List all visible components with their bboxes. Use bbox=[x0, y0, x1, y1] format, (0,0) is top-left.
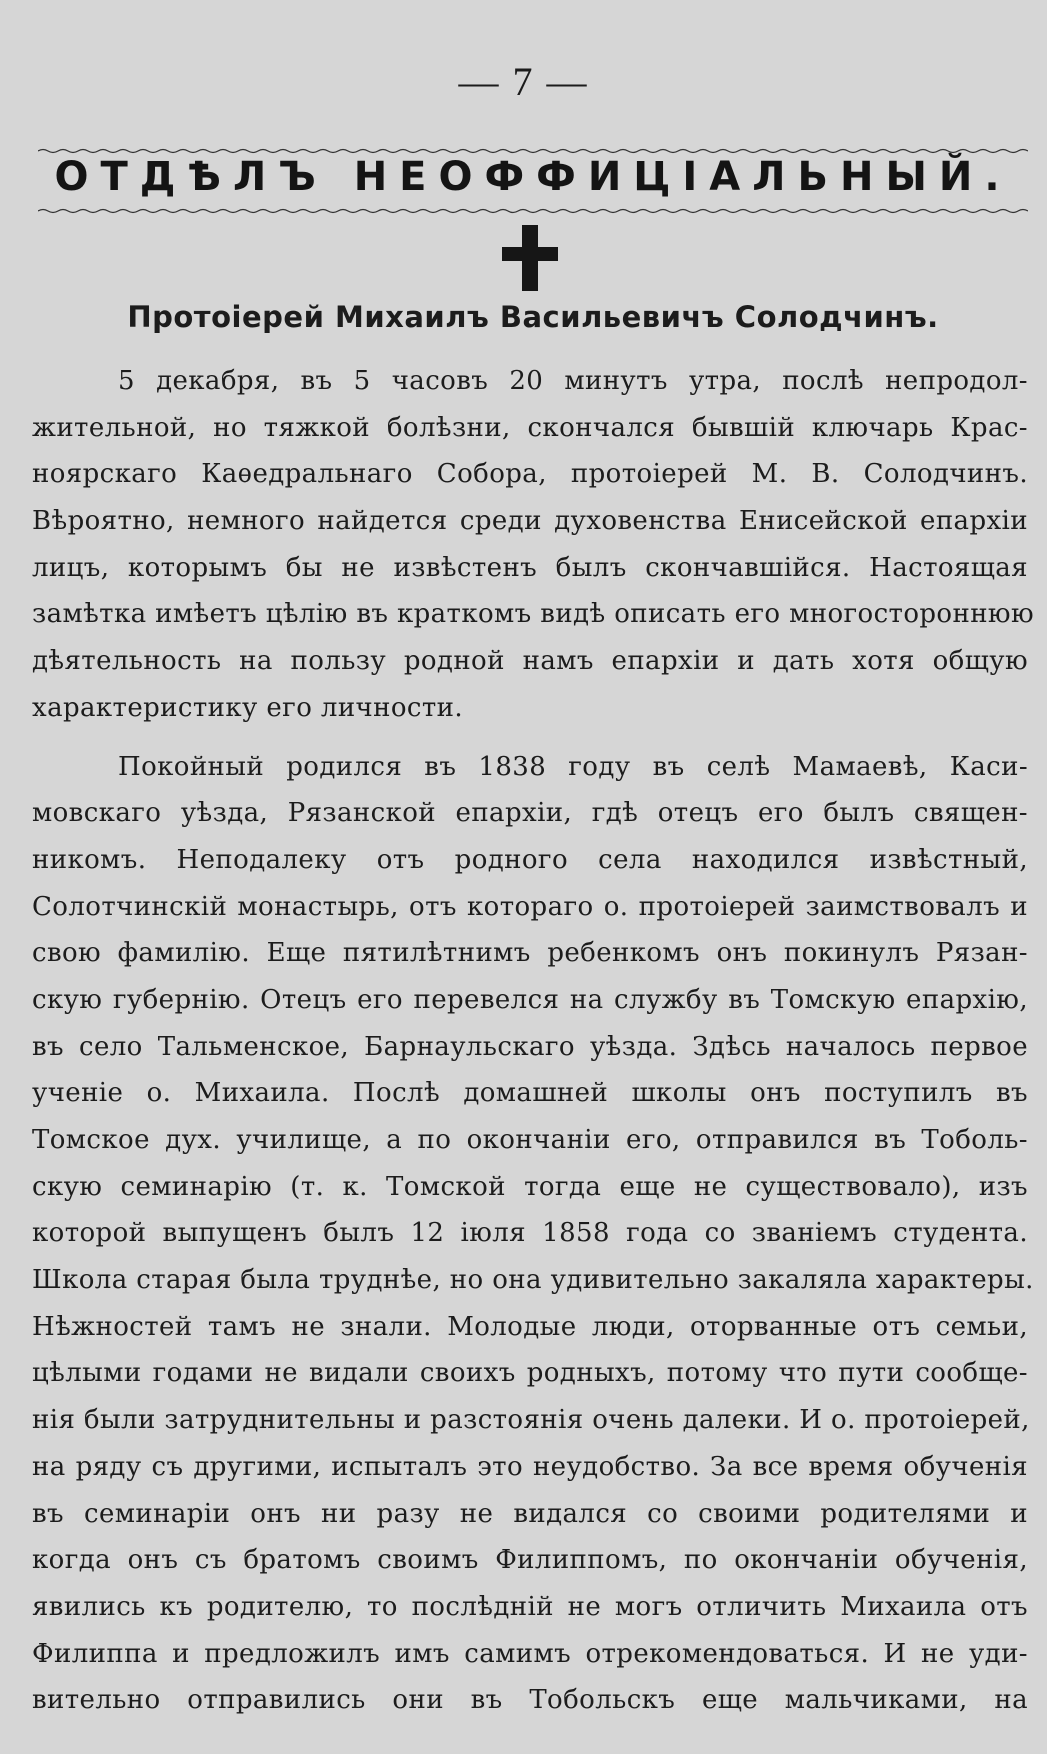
text-line: 5 декабря, въ 5 часовъ 20 минутъ утра, послѣ непродол- bbox=[118, 366, 1028, 396]
text-line: Филиппа и предложилъ имъ самимъ отрекомендоваться. И не уди- bbox=[32, 1638, 1028, 1669]
text-line: скую губернію. Отецъ его перевелся на службу въ Томскую епархію, bbox=[32, 984, 1028, 1015]
text-line: ученіе о. Михаила. Послѣ домашней школы онъ поступилъ въ bbox=[32, 1078, 1028, 1109]
text-line: никомъ. Неподалеку отъ родного села находился извѣстный, bbox=[32, 844, 1028, 875]
text-line: въ семинаріи онъ ни разу не видался со своими родителями и bbox=[32, 1498, 1028, 1529]
text-line: въ село Тальменское, Барнаульскаго уѣзда. Здѣсь началось первое bbox=[32, 1031, 1028, 1062]
page-number: — 7 — bbox=[458, 59, 589, 104]
text-line: жительной, но тяжкой болѣзни, скончался бывшій ключарь Крас- bbox=[32, 412, 1028, 443]
text-line: ноярскаго Каѳедральнаго Собора, протоіерей М. В. Солодчинъ. bbox=[32, 459, 1028, 490]
section-title: ОТДѢЛЪ НЕОФФИЦІАЛЬНЫЙ. bbox=[54, 154, 1012, 200]
cross-icon bbox=[502, 225, 558, 291]
text-line: характеристику его личности. bbox=[32, 692, 464, 723]
text-line: Томское дух. училище, а по окончаніи его, отправился въ Тоболь- bbox=[32, 1125, 1028, 1155]
paragraph-2 bbox=[32, 744, 1034, 1724]
text-line: цѣлыми годами не видали своихъ родныхъ, потому что пути сообще- bbox=[32, 1358, 1028, 1389]
text-line: скую семинарію (т. к. Томской тогда еще не существовало), изъ bbox=[32, 1171, 1028, 1202]
text-line: явились къ родителю, то послѣдній не могъ отличить Михаила отъ bbox=[32, 1591, 1028, 1622]
text-line: Школа старая была труднѣе, но она удивительно закаляла характеры. bbox=[32, 1265, 1034, 1296]
text-line: когда онъ съ братомъ своимъ Филиппомъ, по окончаніи обученія, bbox=[32, 1545, 1028, 1576]
text-line: вительно отправились они въ Тобольскъ еще мальчиками, на bbox=[32, 1685, 1028, 1716]
text-line: замѣтка имѣетъ цѣлію въ краткомъ видѣ описать его многостороннюю bbox=[32, 599, 1035, 630]
text-line: дѣятельность на пользу родной намъ епархіи и дать хотя общую bbox=[32, 646, 1028, 677]
bottom-ornamental-rule bbox=[38, 208, 1028, 214]
text-line: Покойный родился въ 1838 году въ селѣ Мамаевѣ, Каси- bbox=[118, 751, 1028, 782]
text-line: лицъ, которымъ бы не извѣстенъ былъ скончавшійся. Настоящая bbox=[32, 552, 1028, 583]
article-heading: Протоіерей Михаилъ Васильевичъ Солодчинъ. bbox=[127, 300, 939, 334]
text-line: Солотчинскій монастырь, отъ котораго о. протоіерей заимствовалъ и bbox=[32, 891, 1028, 922]
article-body bbox=[32, 358, 1035, 1724]
text-line: свою фамилію. Еще пятилѣтнимъ ребенкомъ онъ покинулъ Рязан- bbox=[32, 938, 1028, 969]
text-line: нія были затруднительны и разстоянія очень далеки. И о. протоіерей, bbox=[32, 1405, 1030, 1436]
text-line: Нѣжностей тамъ не знали. Молодые люди, оторванные отъ семьи, bbox=[32, 1311, 1028, 1342]
text-line: мовскаго уѣзда, Рязанской епархіи, гдѣ отецъ его былъ священ- bbox=[32, 798, 1028, 829]
text-line: Вѣроятно, немного найдется среди духовенства Енисейской епархіи bbox=[32, 506, 1028, 537]
paragraph-1 bbox=[32, 358, 1035, 732]
text-line: которой выпущенъ былъ 12 іюля 1858 года со званіемъ студента. bbox=[32, 1218, 1028, 1249]
text-line: на ряду съ другими, испыталъ это неудобство. За все время обученія bbox=[32, 1451, 1028, 1482]
